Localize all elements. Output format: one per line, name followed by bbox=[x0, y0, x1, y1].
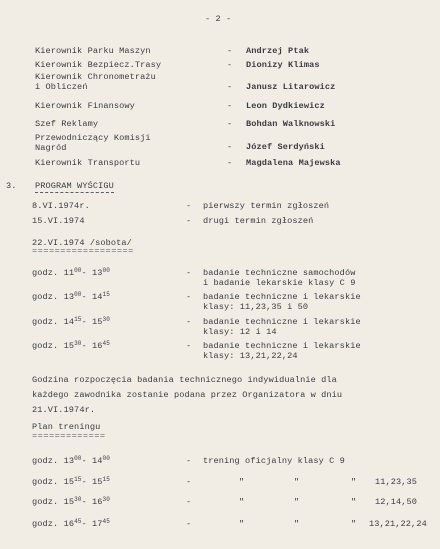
training-heading: Plan treningu bbox=[32, 422, 101, 432]
paragraph-line: 21.VI.1974r. bbox=[32, 405, 96, 415]
staff-role: Szef Reklamy bbox=[35, 119, 99, 129]
staff-name: Andrzej Ptak bbox=[246, 46, 310, 56]
training-heading-underline: ============= bbox=[32, 431, 106, 441]
page-number: - 2 - bbox=[205, 14, 232, 24]
dash: - bbox=[186, 341, 192, 351]
staff-role: Kierownik Chronometrażu i Obliczeń bbox=[35, 72, 156, 92]
staff-role: Przewodniczący Komisji Nagród bbox=[35, 133, 151, 153]
deadline-date: 15.VI.1974 bbox=[32, 216, 85, 226]
time-range: godz. $16^{45}-$ $17^{45}$ bbox=[32, 518, 110, 529]
ditto-mark: " bbox=[351, 477, 357, 487]
staff-role: Kierownik Transportu bbox=[35, 158, 141, 168]
ditto-mark: " bbox=[351, 519, 357, 529]
ditto-mark: " bbox=[239, 477, 245, 487]
dash: - bbox=[186, 292, 192, 302]
deadline-text: drugi termin zgłoszeń bbox=[203, 216, 314, 226]
inspection-line2: i badanie lekarskie klasy C 9 bbox=[203, 278, 356, 288]
day-heading: 22.VI.1974 /sobota/ bbox=[32, 238, 132, 248]
dash: - bbox=[186, 477, 192, 487]
dash: - bbox=[227, 46, 233, 56]
dash: - bbox=[186, 519, 192, 529]
staff-name: Dionizy Klimas bbox=[246, 60, 320, 70]
training-text: trening oficjalny klasy C 9 bbox=[203, 456, 345, 466]
inspection-line2: klasy: 11,23,35 i 50 bbox=[203, 302, 309, 312]
dash: - bbox=[186, 201, 192, 211]
time-range: godz. $13^{00}-$ $14^{00}$ bbox=[32, 455, 110, 466]
dash: - bbox=[227, 142, 233, 152]
training-classes: 12,14,50 bbox=[375, 497, 418, 507]
day-heading-underline: ================== bbox=[32, 246, 134, 256]
inspection-line1: badanie techniczne i lekarskie bbox=[203, 292, 361, 302]
section-number: 3. bbox=[6, 181, 17, 191]
time-range: godz. $15^{30}-$ $16^{30}$ bbox=[32, 496, 110, 507]
ditto-mark: " bbox=[239, 497, 245, 507]
inspection-line1: badanie techniczne i lekarskie bbox=[203, 341, 361, 351]
staff-role: Kierownik Parku Maszyn bbox=[35, 46, 151, 56]
dash: - bbox=[227, 101, 233, 111]
dash: - bbox=[186, 216, 192, 226]
staff-name: Bohdan Walknowski bbox=[246, 119, 336, 129]
ditto-mark: " bbox=[294, 497, 300, 507]
training-classes: 11,23,35 bbox=[375, 477, 418, 487]
dash: - bbox=[227, 82, 233, 92]
section-title: PROGRAM WYŚCIGU bbox=[35, 181, 114, 191]
staff-role: Kierownik Finansowy bbox=[35, 101, 135, 111]
dash: - bbox=[186, 317, 192, 327]
time-range: godz. $14^{15}-$ $15^{30}$ bbox=[32, 316, 110, 327]
dash: - bbox=[186, 497, 192, 507]
paragraph-line: Godzina rozpoczęcia badania technicznego indywidualnie dla bbox=[32, 375, 337, 385]
staff-name: Józef Serdyński bbox=[246, 142, 325, 152]
dash: - bbox=[227, 60, 233, 70]
staff-name: Janusz Litarowicz bbox=[246, 82, 336, 92]
staff-name: Magdalena Majewska bbox=[246, 158, 341, 168]
staff-name: Leon Dydkiewicz bbox=[246, 101, 325, 111]
ditto-mark: " bbox=[351, 497, 357, 507]
ditto-mark: " bbox=[294, 519, 300, 529]
dash: - bbox=[186, 456, 192, 466]
time-range: godz. $15^{15}-$ $15^{15}$ bbox=[32, 476, 110, 487]
dash: - bbox=[227, 158, 233, 168]
time-range: godz. $13^{00}-$ $14^{15}$ bbox=[32, 291, 110, 302]
deadline-date: 8.VI.1974r. bbox=[32, 201, 90, 211]
paragraph-line: każdego zawodnika zostanie podana przez Organizatora w dniu bbox=[32, 390, 343, 400]
training-classes: 13,21,22,24 bbox=[369, 519, 427, 529]
inspection-line2: klasy: 12 i 14 bbox=[203, 327, 277, 337]
dash: - bbox=[227, 119, 233, 129]
dash: - bbox=[186, 268, 192, 278]
inspection-line1: badanie techniczne samochodów bbox=[203, 268, 356, 278]
inspection-line2: klasy: 13,21,22,24 bbox=[203, 351, 298, 361]
deadline-text: pierwszy termin zgłoszeń bbox=[203, 201, 330, 211]
ditto-mark: " bbox=[294, 477, 300, 487]
time-range: godz. $11^{00}-$ $13^{00}$ bbox=[32, 267, 110, 278]
time-range: godz. $15^{30}-$ $16^{45}$ bbox=[32, 340, 110, 351]
ditto-mark: " bbox=[239, 519, 245, 529]
staff-role: Kierownik Bezpiecz.Trasy bbox=[35, 60, 162, 70]
inspection-line1: badanie techniczne i lekarskie bbox=[203, 317, 361, 327]
